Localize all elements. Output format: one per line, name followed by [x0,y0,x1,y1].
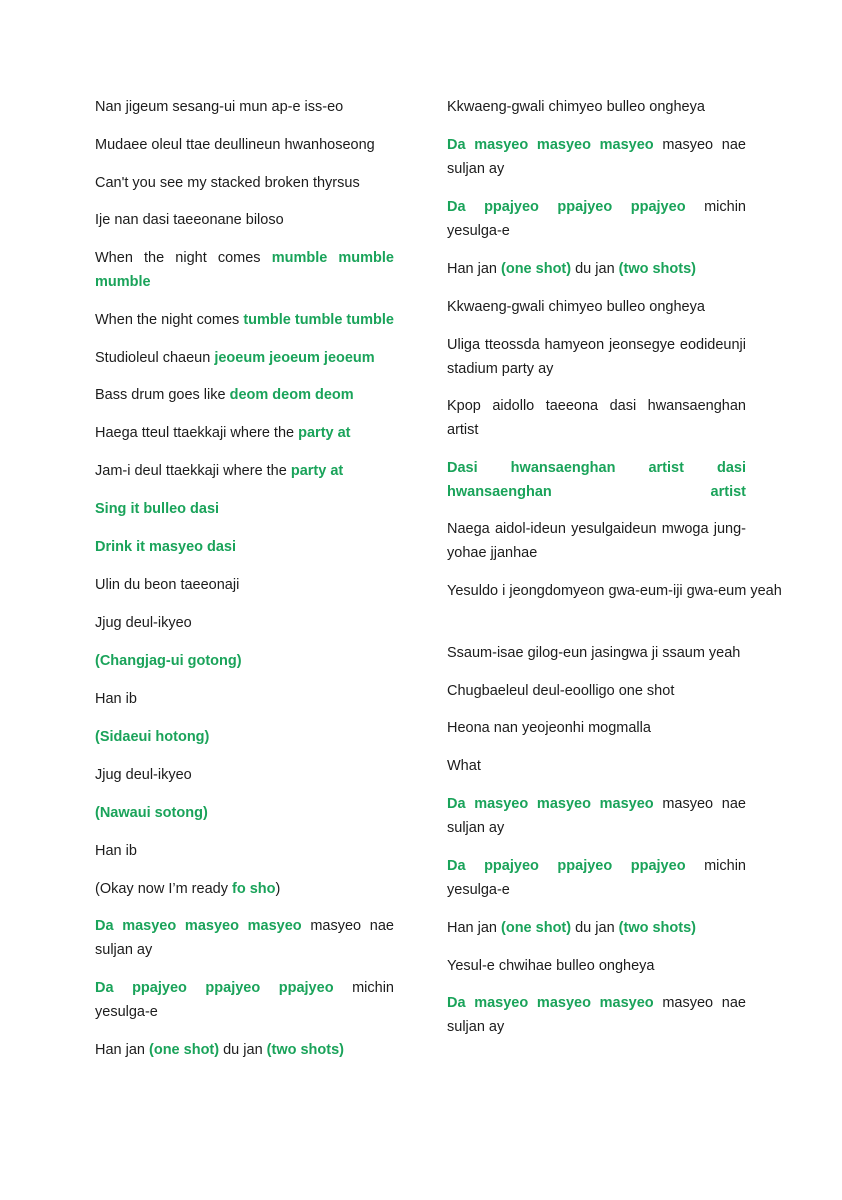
lyric-text: Nan jigeum sesang-ui mun ap-e iss-eo [95,99,344,115]
highlighted-lyric-text: (two shots) [266,1042,344,1058]
lyric-text: What [447,758,481,774]
lyric-text: Jam-i deul ttaekkaji where the [95,463,291,479]
lyric-line [447,517,746,565]
lyric-text: Kpop aidollo taeeona dasi hwansaenghan artist [447,398,746,438]
lyric-line [95,611,394,635]
highlighted-lyric-text: party at [290,463,344,479]
lyric-line [447,295,746,319]
lyric-line [447,641,746,665]
lyric-line [95,725,394,749]
highlighted-lyric-text: (Changjag-ui gotong) [95,653,242,669]
lyric-text: Han jan [95,1042,150,1058]
highlighted-lyric-text: (one shot) [501,261,572,277]
highlighted-lyric-text: Sing it bulleo dasi [95,501,220,517]
lyric-text: Yesuldo i jeongdomyeon gwa-eum-iji gwa-eum yeah [447,583,782,599]
lyric-line [95,535,394,559]
lyric-text: michin yesulga-e [95,980,394,1020]
highlighted-lyric-text: tumble tumble tumble [243,312,394,328]
highlighted-lyric-text: Dasi hwansaenghan artist dasi hwansaenghan artist [447,460,746,500]
lyric-text: du jan [219,1042,267,1058]
lyric-line [95,171,394,195]
lyric-text: Naega aidol-ideun yesulgaideun mwoga jung-yohae jjanhae [447,521,746,561]
lyric-line [447,679,746,703]
lyric-line [95,801,394,825]
lyric-line [447,916,746,940]
lyric-text: When the night comes [95,312,244,328]
highlighted-lyric-text: Da masyeo masyeo masyeo [447,796,654,812]
lyric-text: Studioleul chaeun [95,350,215,366]
lyric-text: Han ib [95,843,137,859]
lyric-line [447,333,746,381]
lyric-line [447,456,746,504]
lyric-line [95,839,394,863]
lyric-line [95,459,394,483]
highlighted-lyric-text: Da masyeo masyeo masyeo [447,137,654,153]
highlighted-lyric-text: (one shot) [149,1042,220,1058]
lyric-text: Jjug deul-ikyeo [95,767,192,783]
lyric-line [447,579,782,603]
lyric-line [447,954,746,978]
lyric-line [95,976,394,1024]
lyric-text: Bass drum goes like [95,387,230,403]
lyric-text: Kkwaeng-gwali chimyeo bulleo ongheya [447,99,705,115]
lyric-line [95,497,394,521]
lyric-text: Yesul-e chwihae bulleo ongheya [447,958,655,974]
lyric-text: When the night comes [95,250,272,266]
lyric-text: Ssaum-isae gilog-eun jasingwa ji ssaum yeah [447,645,741,661]
lyric-text: michin yesulga-e [447,199,746,239]
highlighted-lyric-text: Da masyeo masyeo masyeo [95,918,302,934]
lyric-line [447,754,746,778]
lyric-text: Kkwaeng-gwali chimyeo bulleo ongheya [447,299,705,315]
lyric-text: Han jan [447,920,502,936]
highlighted-lyric-text: deom deom deom [229,387,354,403]
highlighted-lyric-text: (Nawaui sotong) [95,805,208,821]
lyric-line [447,716,746,740]
lyric-text: Jjug deul-ikyeo [95,615,192,631]
lyric-line [447,257,746,281]
highlighted-lyric-text: Da masyeo masyeo masyeo [447,995,654,1011]
highlighted-lyric-text: Da ppajyeo ppajyeo ppajyeo [95,980,334,996]
lyric-text: Can't you see my stacked broken thyrsus [95,175,360,191]
lyric-line [95,246,394,294]
lyric-line [95,208,394,232]
lyric-line [95,383,394,407]
lyric-line [447,195,746,243]
highlighted-lyric-text: (Sidaeui hotong) [95,729,210,745]
lyric-line [95,1038,394,1062]
lyric-line [447,792,746,840]
lyric-text: michin yesulga-e [447,858,746,898]
lyric-text: masyeo nae suljan ay [447,796,746,836]
lyric-text: Heona nan yeojeonhi mogmalla [447,720,651,736]
highlighted-lyric-text: (one shot) [501,920,572,936]
lyric-text: masyeo nae suljan ay [95,918,394,958]
lyric-text: ) [275,881,281,897]
lyric-line [95,308,394,332]
lyric-text: Mudaee oleul ttae deullineun hwanhoseong [95,137,375,153]
highlighted-lyric-text: mumble mumble mumble [95,250,394,290]
lyric-line [447,394,746,442]
lyric-line [95,95,394,119]
lyric-text: (Okay now I’m ready [95,881,232,897]
lyric-text: Ulin du beon taeeonaji [95,577,240,593]
highlighted-lyric-text: (two shots) [618,920,696,936]
lyric-text: du jan [571,261,619,277]
lyric-text: Uliga tteossda hamyeon jeonsegye eodideunji stadium party ay [447,337,746,377]
highlighted-lyric-text: Drink it masyeo dasi [95,539,237,555]
lyric-text: Ije nan dasi taeeonane biloso [95,212,284,228]
lyric-line [95,346,394,370]
highlighted-lyric-text: party at [298,425,351,441]
lyric-text: du jan [571,920,619,936]
lyric-text: masyeo nae suljan ay [447,995,746,1035]
highlighted-lyric-text: Da ppajyeo ppajyeo ppajyeo [447,858,686,874]
lyric-line [95,421,394,445]
lyric-line [95,877,394,901]
lyric-line [95,649,394,673]
lyric-text: Han jan [447,261,502,277]
lyric-line [447,854,746,902]
lyric-line [95,573,394,597]
lyric-text: Haega tteul ttaekkaji where the [95,425,299,441]
lyric-line [95,763,394,787]
lyric-line [95,914,394,962]
lyric-text: masyeo nae suljan ay [447,137,746,177]
highlighted-lyric-text: Da ppajyeo ppajyeo ppajyeo [447,199,686,215]
highlighted-lyric-text: fo sho [232,881,276,897]
lyric-text: Chugbaeleul deul-eoolligo one shot [447,683,675,699]
highlighted-lyric-text: jeoeum jeoeum jeoeum [214,350,375,366]
lyric-line [447,133,746,181]
lyric-line [447,991,746,1039]
lyric-text: Han ib [95,691,137,707]
lyric-line [95,133,394,157]
lyric-line [447,95,746,119]
lyric-line [95,687,394,711]
highlighted-lyric-text: (two shots) [618,261,696,277]
